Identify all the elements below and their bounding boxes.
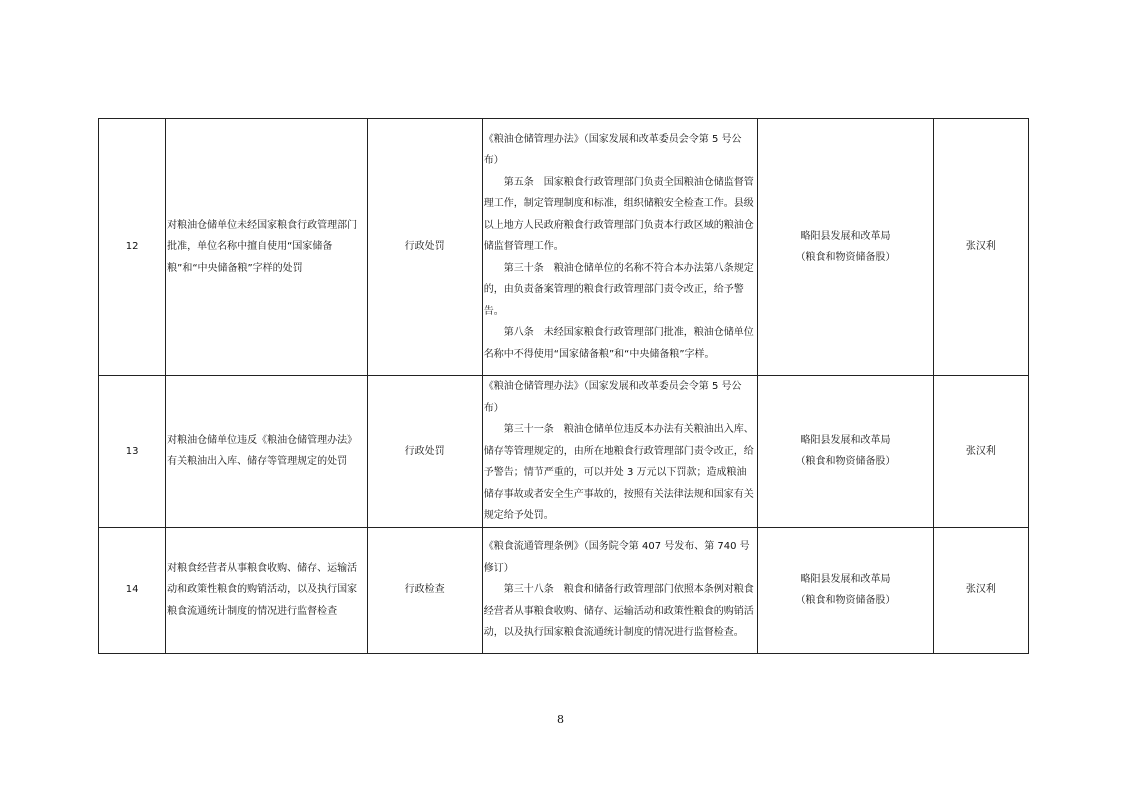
row-number: 14 xyxy=(99,527,166,653)
basis-title: 《粮油仓储管理办法》（国家发展和改革委员会令第 5 号公布） xyxy=(483,133,742,167)
table-row xyxy=(99,119,1029,376)
basis-title: 《粮食流通管理条例》（国务院令第 407 号发布、第 740 号修订） xyxy=(483,541,750,574)
basis-paragraph: 第三十条 粮油仓储单位的名称不符合本办法第八条规定的，由负责备案管理的粮食行政管理部门责令改正，给予警告。 xyxy=(483,262,754,317)
regulation-table xyxy=(98,118,1029,654)
department-name: 略阳县发展和改革局 xyxy=(800,230,891,242)
basis-paragraph: 第三十八条 粮食和储备行政管理部门依照本条例对粮食经营者从事粮食收购、储存、运输活动和政策性粮食的购销活动，以及执行国家粮食流通统计制度的情况进行监督检查。 xyxy=(483,584,754,639)
responsible-department xyxy=(758,527,933,653)
basis-title: 《粮油仓储管理办法》（国家发展和改革委员会令第 5 号公布） xyxy=(483,381,742,414)
table-row xyxy=(99,376,1029,528)
row-number: 13 xyxy=(99,376,166,528)
responsible-person: 张汉利 xyxy=(933,119,1028,376)
legal-basis xyxy=(482,376,758,528)
basis-paragraph: 第五条 国家粮食行政管理部门负责全国粮油仓储监督管理工作，制定管理制度和标准，组织储粮安全检查工作。县级以上地方人民政府粮食行政管理部门负责本行政区域的粮油仓储监督管理工作。 xyxy=(483,176,754,253)
row-number: 12 xyxy=(99,119,166,376)
legal-basis xyxy=(482,527,758,653)
item-description: 对粮食经营者从事粮食收购、储存、运输活动和政策性粮食的购销活动，以及执行国家粮食流通统计制度的情况进行监督检查 xyxy=(166,527,367,653)
enforcement-type: 行政处罚 xyxy=(367,376,482,528)
item-description: 对粮油仓储单位未经国家粮食行政管理部门批准，单位名称中擅自使用“国家储备粮”和“中央储备粮”字样的处罚 xyxy=(166,119,367,376)
responsible-person: 张汉利 xyxy=(933,527,1028,653)
department-section: （粮食和物资储备股） xyxy=(795,456,896,468)
basis-paragraph: 第三十一条 粮油仓储单位违反本办法有关粮油出入库、储存等管理规定的，由所在地粮食行政管理部门责令改正，给予警告；情节严重的，可以并处 3 万元以下罚款；造成粮油储存事故或者安全生产事故的，按照有关法律法规和国家有关规定给予处罚。 xyxy=(483,424,754,521)
page-number: 8 xyxy=(557,713,564,726)
item-description: 对粮油仓储单位违反《粮油仓储管理办法》有关粮油出入库、储存等管理规定的处罚 xyxy=(166,376,367,528)
table-row xyxy=(99,527,1029,653)
department-section: （粮食和物资储备股） xyxy=(795,252,896,263)
responsible-department xyxy=(758,376,933,528)
enforcement-type: 行政处罚 xyxy=(367,119,482,376)
responsible-person: 张汉利 xyxy=(933,376,1028,528)
basis-paragraph: 第八条 未经国家粮食行政管理部门批准，粮油仓储单位名称中不得使用“国家储备粮”和“中央储备粮”字样。 xyxy=(483,327,754,360)
legal-basis xyxy=(482,119,758,376)
department-name: 略阳县发展和改革局 xyxy=(800,434,891,446)
responsible-department xyxy=(758,119,933,376)
department-section: （粮食和物资储备股） xyxy=(795,595,896,606)
department-name: 略阳县发展和改革局 xyxy=(800,573,891,585)
enforcement-type: 行政检查 xyxy=(367,527,482,653)
